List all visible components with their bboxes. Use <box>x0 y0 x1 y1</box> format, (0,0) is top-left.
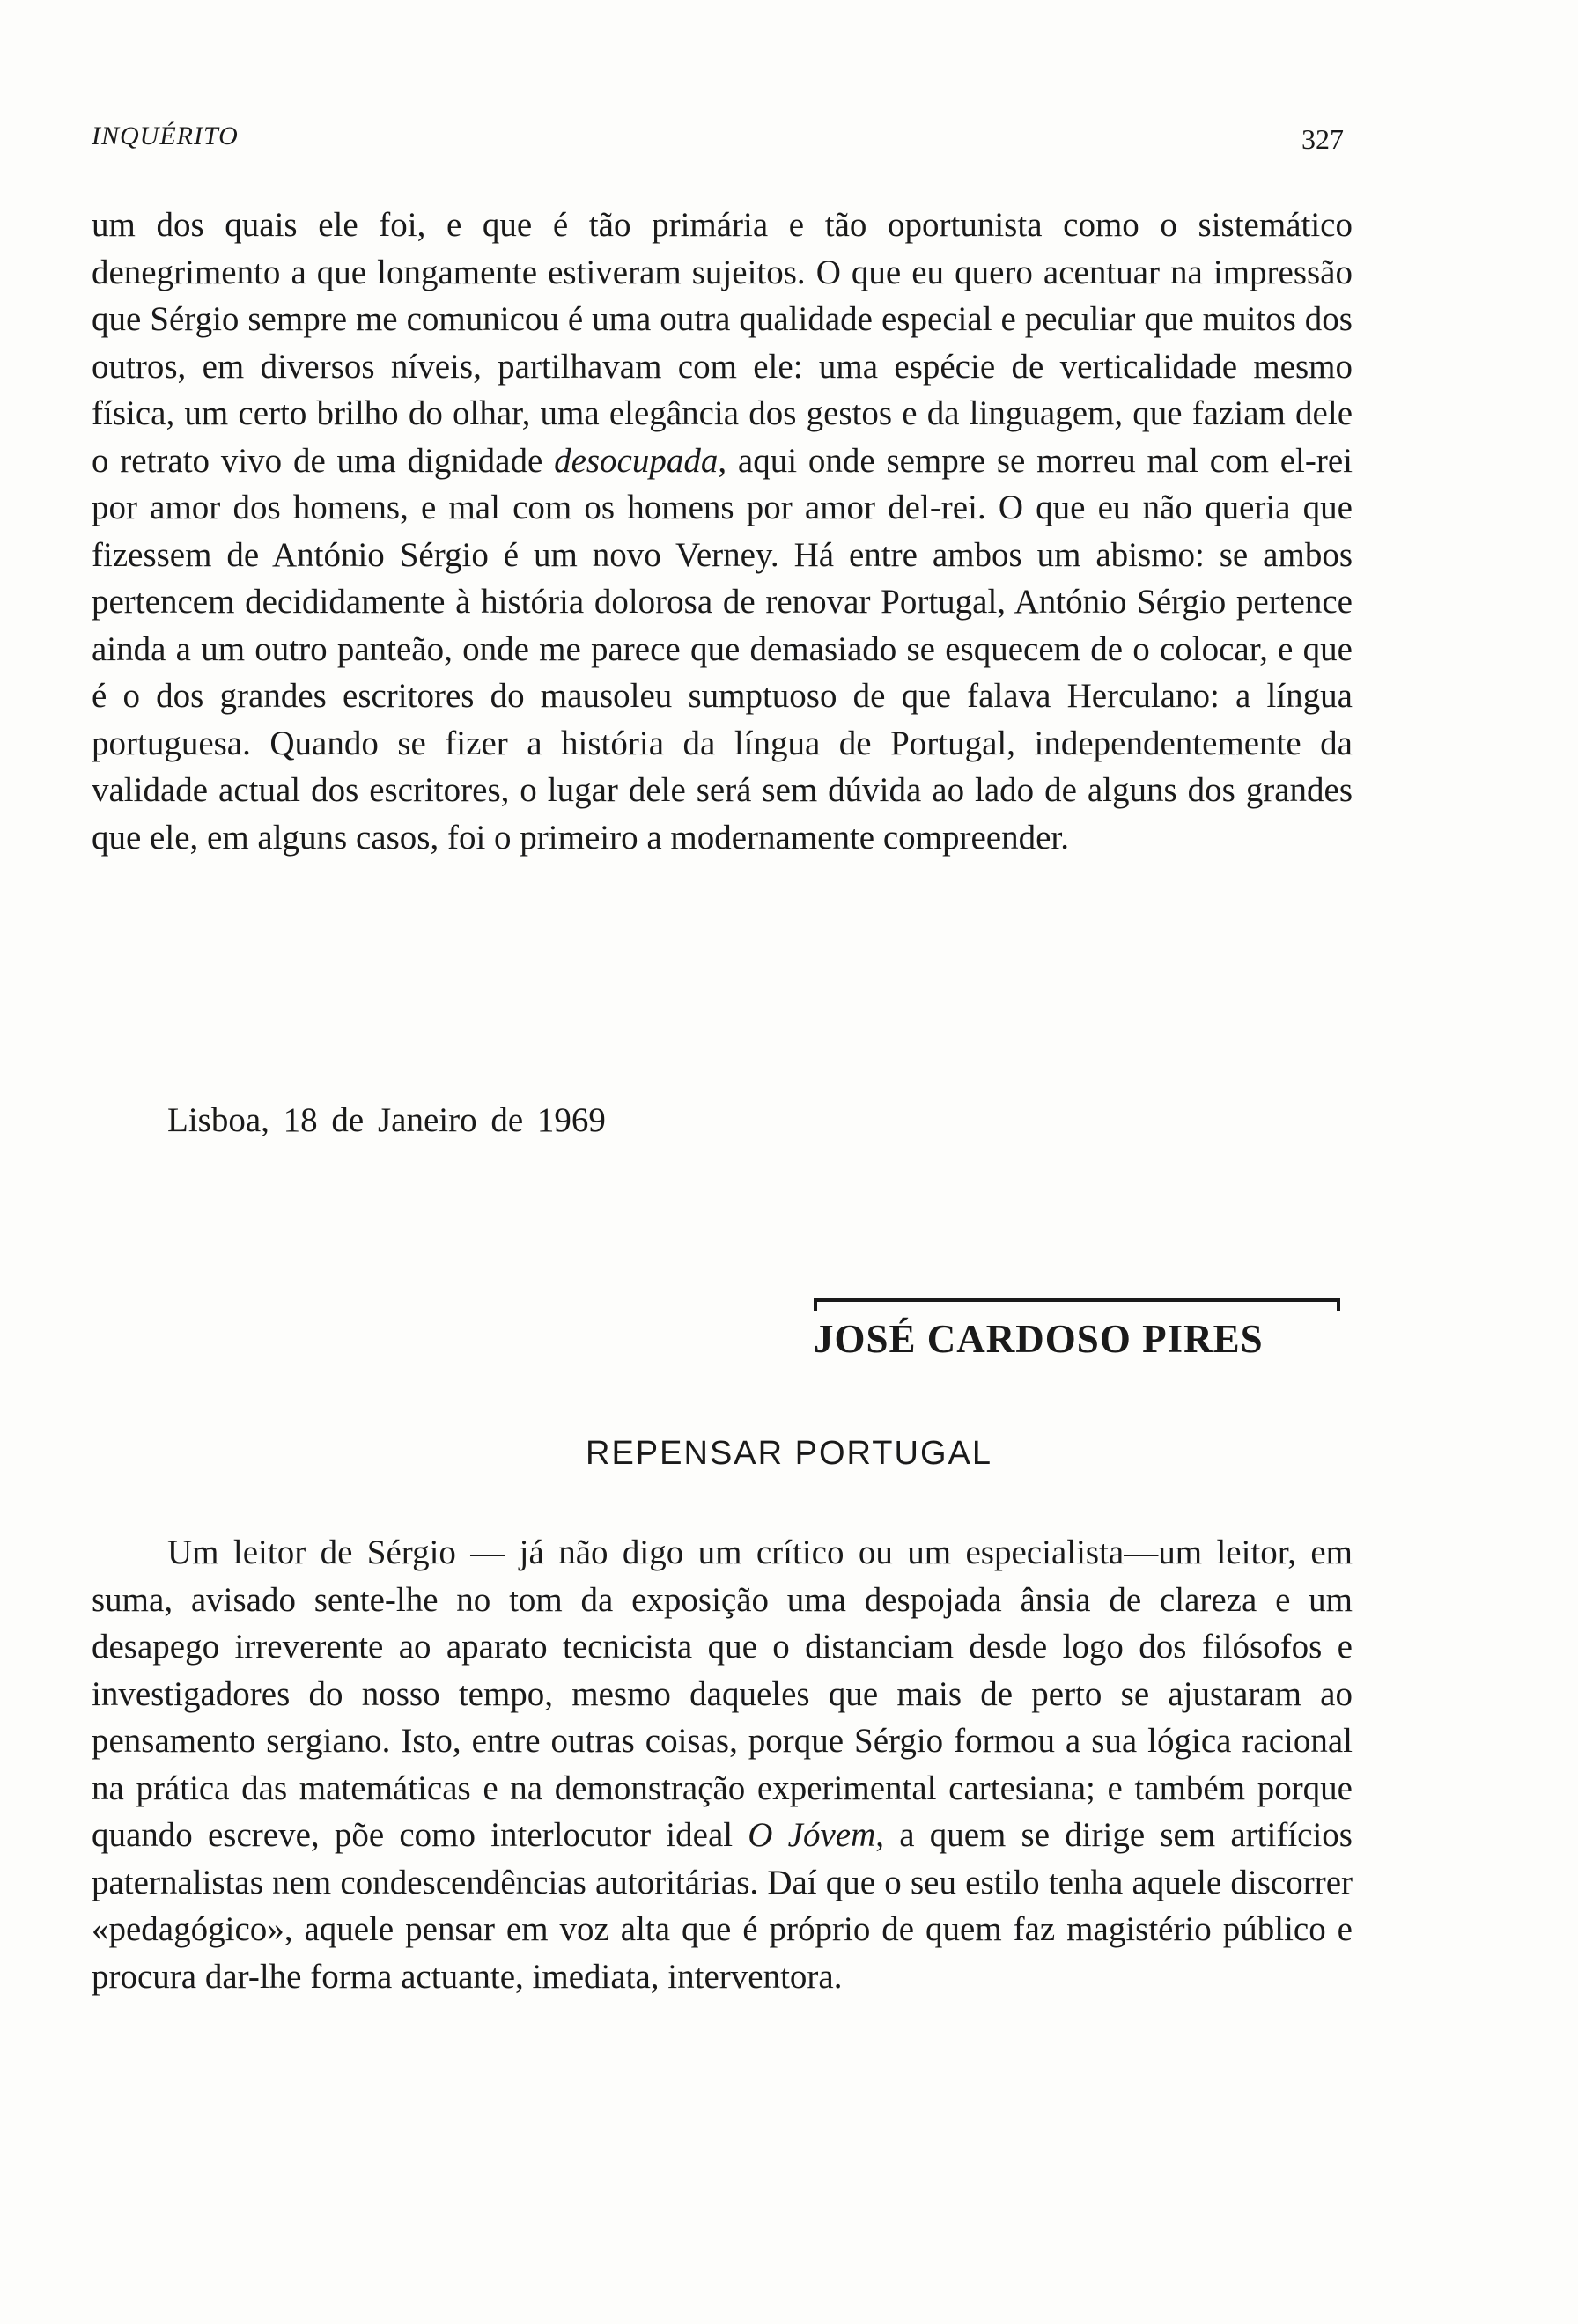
paragraph-2-italic-title: O Jóvem <box>748 1816 876 1854</box>
author-heading <box>814 1298 1351 1362</box>
body-paragraph-2 <box>92 1529 1353 2000</box>
paragraph-1-text-b: , aqui onde sempre se morreu mal com el-rei por amor dos homens, e mal com os homens por amor del-rei. O que eu não queria que fizessem de António Sérgio é um novo Verney. Há entre ambos um abismo: se ambos pertencem decididamente à história dolorosa de renovar Portugal, António Sérgio pertence ainda a um outro panteão, onde me parece que demasiado se esquecem de o colocar, e que é o dos grandes escritores do mausoleu sumptuoso de que falava Herculano: a língua portuguesa. Quando se fizer a história da língua de Portugal, independentemente da validade actual dos escritores, o lugar dele será sem dúvida ao lado de alguns dos grandes que ele, em alguns casos, foi o primeiro a modernamente compreender. <box>92 441 1353 857</box>
running-head: INQUÉRITO <box>92 121 239 151</box>
page-number: 327 <box>1301 123 1344 155</box>
essay-title: REPENSAR PORTUGAL <box>586 1435 992 1472</box>
paragraph-1-text-a: um dos quais ele foi, e que é tão primária e tão oportunista como o sistemático denegrimento a que longamente estiveram sujeitos. O que eu quero acentuar na impressão que Sérgio sempre me comunicou é uma outra qualidade especial e peculiar que muitos dos outros, em diversos níveis, partilhavam com ele: uma espécie de verticalidade mesmo física, um certo brilho do olhar, uma elegância dos gestos e da linguagem, que faziam dele o retrato vivo de uma dignidade <box>92 206 1353 480</box>
author-name: JOSÉ CARDOSO PIRES <box>814 1317 1264 1361</box>
paragraph-1-italic-term: desocupada <box>554 441 719 480</box>
paragraph-2-text-a: Um leitor de Sérgio — já não digo um crítico ou um especialista—um leitor, em suma, avisado sente-lhe no tom da exposição uma despojada ânsia de clareza e um desapego irreverente ao aparato tecnicista que o distanciam desde logo dos filósofos e investigadores do nosso tempo, mesmo daqueles que mais de perto se ajustaram ao pensamento sergiano. Isto, entre outras coisas, porque Sérgio formou a sua lógica racional na prática das matemáticas e na demonstração experimental cartesiana; e também porque quando escreve, põe como interlocutor ideal <box>92 1533 1353 1854</box>
author-rule-divider <box>814 1298 1340 1313</box>
body-paragraph-1 <box>92 202 1353 861</box>
place-date-line: Lisboa, 18 de Janeiro de 1969 <box>167 1101 606 1139</box>
paragraph-2-text-b: , a quem se dirige sem artifícios paternalistas nem condescendências autoritárias. Daí que o seu estilo tenha aquele discorrer «pedagógico», aquele pensar em voz alta que é próprio de quem faz magistério público e procura dar-lhe forma actuante, imediata, interventora. <box>92 1816 1353 1996</box>
